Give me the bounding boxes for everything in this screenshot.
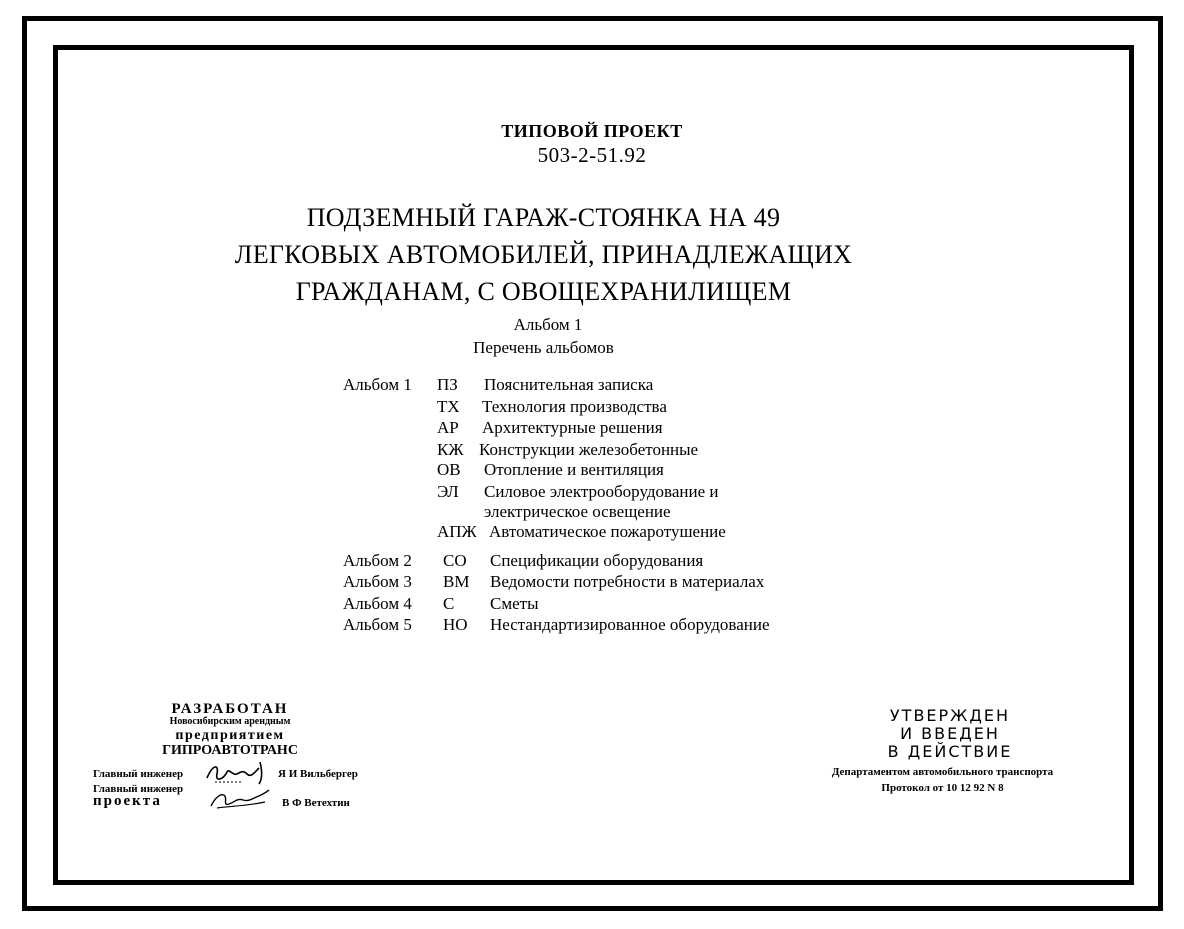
album-code: АР bbox=[437, 418, 459, 437]
album-title: Отопление и вентиляция bbox=[484, 460, 664, 479]
album-title: Автоматическое пожаротушение bbox=[489, 522, 726, 541]
album-title: Пояснительная записка bbox=[484, 375, 654, 394]
album-label: Альбом 4 bbox=[343, 594, 412, 613]
album-code: ЭЛ bbox=[437, 482, 459, 501]
album-list-heading: Перечень альбомов bbox=[473, 338, 614, 357]
project-number: 503-2-51.92 bbox=[537, 143, 647, 167]
approval-department: Департаментом автомобильного транспорта bbox=[831, 766, 1054, 778]
album-title: Технология производства bbox=[482, 397, 667, 416]
album-title: Архитектурные решения bbox=[482, 418, 663, 437]
title-line-3: ГРАЖДАНАМ, С ОВОЩЕХРАНИЛИЩЕМ bbox=[295, 277, 792, 306]
album-code: С bbox=[443, 594, 455, 613]
album-title: Спецификации оборудования bbox=[490, 551, 704, 570]
project-type-label: ТИПОВОЙ ПРОЕКТ bbox=[501, 121, 683, 141]
album-title: Конструкции железобетонные bbox=[479, 440, 699, 459]
album-title-continuation: электрическое освещение bbox=[484, 502, 671, 521]
project-title bbox=[0, 199, 1087, 310]
project-engineer-label: Главный инженер bbox=[93, 783, 184, 795]
project-engineer-label-2: проекта bbox=[93, 793, 162, 809]
album-code: ОВ bbox=[437, 460, 461, 479]
chief-engineer-name: Я И Вильбергер bbox=[278, 768, 358, 780]
album-title: Нестандартизированное оборудование bbox=[490, 615, 770, 634]
album-code: НО bbox=[443, 615, 468, 634]
title-line-2: ЛЕГКОВЫХ АВТОМОБИЛЕЙ, ПРИНАДЛЕЖАЩИХ bbox=[234, 240, 853, 269]
album-title: Ведомости потребности в материалах bbox=[490, 572, 765, 591]
album-label: Альбом 3 bbox=[343, 572, 412, 591]
album-code: АПЖ bbox=[437, 522, 477, 541]
developer-heading: РАЗРАБОТАН bbox=[171, 701, 289, 717]
project-engineer-name: В Ф Ветехтин bbox=[282, 797, 350, 809]
chief-engineer-signature bbox=[203, 760, 269, 786]
album-code: КЖ bbox=[437, 440, 464, 459]
album-code: ВМ bbox=[443, 572, 470, 591]
chief-engineer-label: Главный инженер bbox=[93, 768, 184, 780]
album-code: ТХ bbox=[437, 397, 460, 416]
album-code: СО bbox=[443, 551, 467, 570]
approval-line-3: В ДЕЙСТВИЕ bbox=[887, 742, 1013, 761]
album-code: ПЗ bbox=[437, 375, 458, 394]
approval-line-2: И ВВЕДЕН bbox=[900, 724, 1000, 743]
title-line-1: ПОДЗЕМНЫЙ ГАРАЖ-СТОЯНКА НА 49 bbox=[306, 203, 781, 232]
album-label: Альбом 2 bbox=[343, 551, 412, 570]
album-title: Сметы bbox=[490, 594, 539, 613]
approval-line-1: УТВЕРЖДЕН bbox=[889, 706, 1011, 725]
developer-org-name: ГИПРОАВТОТРАНС bbox=[162, 743, 298, 758]
developer-org-line-2: предприятием bbox=[175, 728, 285, 743]
album-title: Силовое электрооборудование и bbox=[484, 482, 719, 501]
album-label: Альбом 1 bbox=[343, 375, 412, 394]
approval-protocol: Протокол от 10 12 92 N 8 bbox=[881, 782, 1004, 794]
project-engineer-signature bbox=[207, 786, 273, 812]
developer-org-line-1: Новосибирским арендным bbox=[169, 716, 291, 727]
album-label: Альбом 5 bbox=[343, 615, 412, 634]
current-album: Альбом 1 bbox=[513, 315, 583, 334]
